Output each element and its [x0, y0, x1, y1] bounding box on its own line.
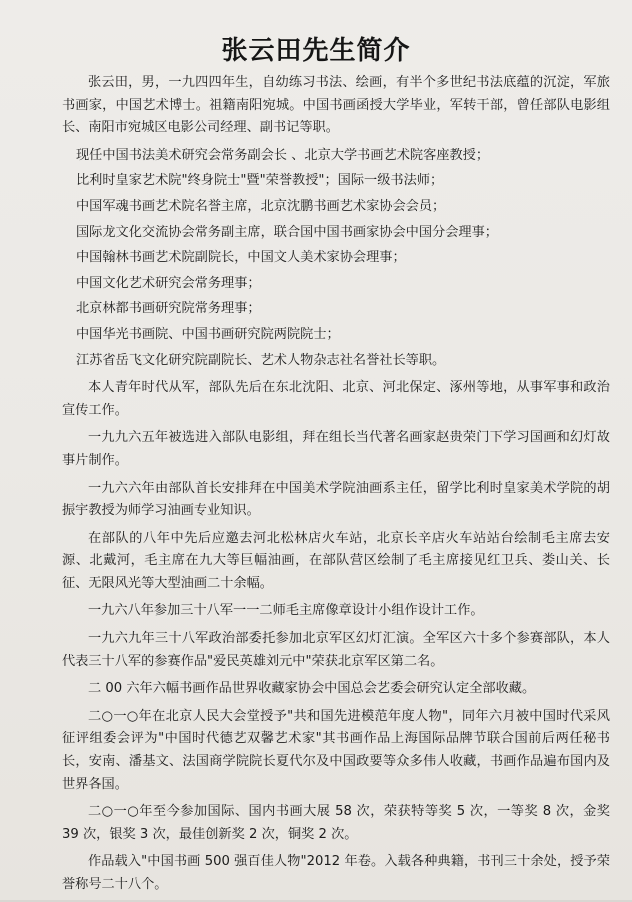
body-paragraph: 在部队的八年中先后应邀去河北松林店火车站，北京长辛店火车站站台绘制毛主席去安源、北戴河，毛主席在九大等巨幅油画，在部队营区绘制了毛主席接见红卫兵、娄山关、长征、无限风光等大型油画二十余幅。 — [62, 530, 610, 591]
body-paragraph: 作品载入"中国书画 500 强百佳人物"2012 年卷。入载各种典籍，书刊三十余处，授予荣誉称号二十八个。 — [62, 854, 610, 892]
body-paragraph: 二○一○年在北京人民大会堂授予"共和国先进模范年度人物"，同年六月被中国时代采风征评组委会评为"中国时代德艺双馨艺术家"其书画作品上海国际品牌节联合国前后两任秘书长，安南、潘基文、法国商学院院长夏代尔及中国政要等众多伟人收藏，书画作品遍布国内及世界各国。 — [62, 708, 610, 792]
intro-paragraph: 张云田，男，一九四四年生，自幼练习书法、绘画，有半个多世纪书法底蕴的沉淀，军旅书画家，中国艺术博士。祖籍南阳宛城。中国书画函授大学毕业，军转干部，曾任部队电影组长、南阳市宛城区电影公司经理、副书记等职。 — [62, 75, 610, 136]
body-paragraph: 二○一○年至今参加国际、国内书画大展 58 次，荣获特等奖 5 次，一等奖 8 次，金奖 39 次，银奖 3 次，最佳创新奖 2 次，铜奖 2 次。 — [62, 804, 610, 842]
document-title: 张云田先生简介 — [221, 36, 411, 66]
role-line: 中国华光书画院、中国书画研究院两院院士； — [76, 326, 340, 342]
body-paragraph: 一九六九年三十八军政治部委托参加北京军区幻灯汇演。全军区六十多个参赛部队，本人代表三十八军的参赛作品"爱民英雄刘元中"荣获北京军区第二名。 — [62, 631, 610, 669]
role-line: 江苏省岳飞文化研究院副院长、艺术人物杂志社名誉社长等职。 — [76, 352, 446, 368]
body-paragraph: 本人青年时代从军，部队先后在东北沈阳、北京、河北保定、涿州等地，从事军事和政治宣传工作。 — [62, 380, 610, 418]
role-line: 比利时皇家艺术院"终身院士"暨"荣誉教授"；国际一级书法师； — [76, 173, 444, 189]
role-line: 北京林都书画研究院常务理事； — [76, 301, 261, 317]
role-line: 中国军魂书画艺术院名誉主席，北京沈鹏书画艺术家协会会员； — [76, 198, 446, 214]
body-paragraph: 一九九六五年被选进入部队电影组，拜在组长当代著名画家赵贵荣门下学习国画和幻灯故事片制作。 — [62, 430, 610, 468]
body-paragraph: 一九六六年由部队首长安排拜在中国美术学院油画系主任，留学比利时皇家美术学院的胡振宇教授为师学习油画专业知识。 — [62, 480, 610, 519]
role-line: 中国文化艺术研究会常务理事； — [76, 275, 261, 291]
body-paragraph: 二 00 六年六幅书画作品世界收藏家协会中国总会艺委会研究认定全部收藏。 — [88, 681, 536, 697]
body-paragraph: 一九六八年参加三十八军一一二师毛主席像章设计小组作设计工作。 — [88, 603, 484, 619]
role-line: 中国翰林书画艺术院副院长，中国文人美术家协会理事； — [76, 250, 406, 266]
document-body — [62, 72, 610, 902]
role-line: 国际龙文化交流协会常务副主席，联合国中国书画家协会中国分会理事； — [76, 224, 498, 240]
role-line: 现任中国书法美术研究会常务副会长 、北京大学书画艺术院客座教授； — [76, 147, 490, 163]
